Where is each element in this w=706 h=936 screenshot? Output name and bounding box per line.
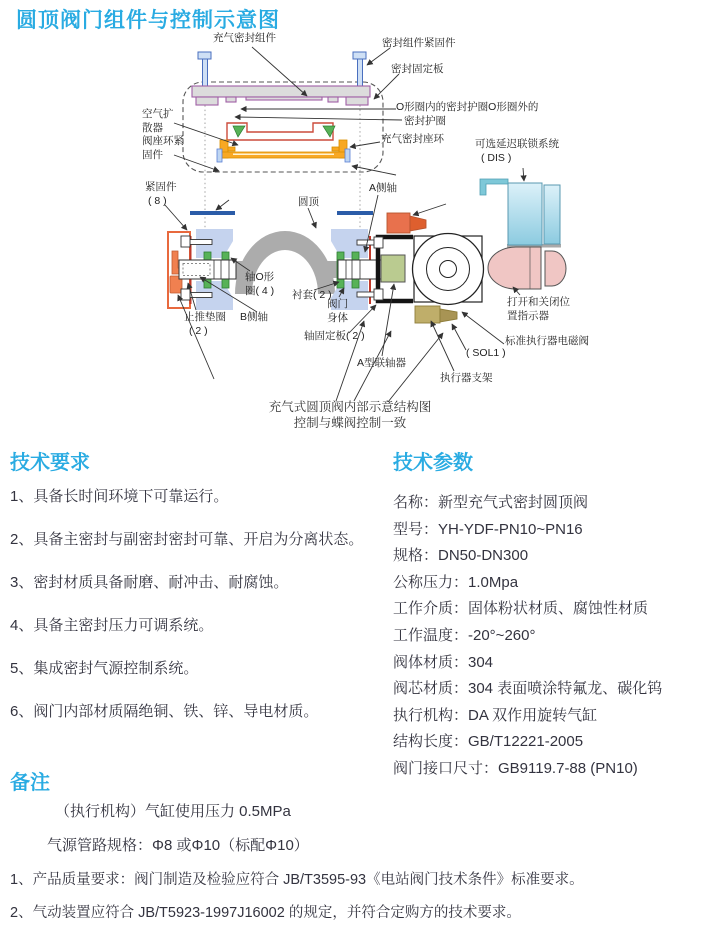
tech-requirement-item: 4、具备主密封压力可调系统。 [10,617,214,634]
label-fastener8-line1: 紧固件 [145,181,177,193]
label-thrust-washer [184,311,226,338]
label-shaft-fixing-plate: 轴固定板( 2 ) [304,330,365,342]
label-air-diffuser-line1: 空气扩 [142,108,174,120]
label-a-coupling: A型联轴器 [357,357,407,369]
dome-stub-right [322,261,339,278]
label-dis [475,138,559,165]
note-air-pipe-spec: 气源管路规格：Φ8 或Φ10（标配Φ10） [47,837,309,854]
position-indicator-body [488,247,541,289]
tech-requirement-item: 3、密封材质具备耐磨、耐冲击、耐腐蚀。 [10,574,289,591]
fastener-bar-right [337,211,373,215]
tech-requirements-heading: 技术要求 [10,452,90,474]
valve-diagram [0,0,706,445]
label-seat-ring-fastener-line2: 固件 [142,148,163,161]
valve-diagram-drawing [0,0,706,445]
label-valve-body-line2: 身体 [327,311,348,324]
label-actuator-bracket: 执行器支架 [440,372,493,384]
air-inlet-block [387,213,410,233]
tech-param-item: 公称压力：1.0Mpa [393,573,519,591]
label-thrust-washer-line2: ( 2 ) [189,324,208,337]
page-title: 圆顶阀门组件与控制示意图 [16,9,280,32]
label-air-diffuser [142,108,174,135]
dis-box-2 [544,185,560,244]
label-sol1: ( SOL1 ) [466,347,506,359]
solenoid-cone [440,309,457,322]
note-cylinder-pressure: （执行机构）气缸使用压力 0.5MPa [55,803,291,820]
label-valve-body [327,298,348,325]
label-position-indicator [507,296,570,323]
seal-fixing-plate-shape [192,86,370,105]
label-fastener8 [145,181,177,208]
label-fastener8-line2: ( 8 ) [148,194,167,207]
label-oring-guard [396,101,538,128]
a-shaft-shape [338,260,382,279]
fastener-bar-left [190,211,235,215]
actuator-shaft-center [440,261,457,278]
tech-param-item: 规格：DN50-DN300 [393,547,529,565]
label-shaft-oring-line2: 圈( 4 ) [245,284,275,297]
tech-param-item: 工作温度：-20°~260° [393,626,536,644]
label-a-shaft: A侧轴 [369,182,398,194]
label-solenoid: 标准执行器电磁阀 [505,335,589,347]
oring-leader-lines [235,109,402,120]
label-shaft-oring [245,271,274,298]
coupling-shape [381,255,405,282]
label-inflatable-seat-ring: 充气密封座环 [381,133,444,145]
label-shaft-oring-line1: 轴O形 [245,271,275,283]
label-seal-fixing-plate: 密封固定板 [391,63,444,75]
label-dome: 圆顶 [298,196,319,208]
label-seat-ring-fastener-line1: 阀座环紧 [142,135,184,147]
air-inlet-cone [410,216,426,231]
tech-requirements-list [10,487,392,721]
dis-box-1 [508,183,542,245]
label-seal-assembly-fastener: 密封组件紧固件 [382,37,456,49]
tech-param-item: 阀芯材质：304 表面喷涂特氟龙、碳化钨 [393,680,663,698]
b-shaft-shape [179,260,236,279]
tech-param-item: 名称：新型充气式密封圆顶阀 [393,494,589,511]
label-oring-guard-line1: O形圈内的密封护圈O形圈外的 [396,101,539,113]
tech-requirement-item: 6、阀门内部材质隔绝铜、铁、锌、导电材质。 [10,703,319,720]
notes-heading: 备注 [10,772,50,794]
label-seat-ring-fastener [142,135,184,162]
label-bushing: 衬套( 2 ) [292,289,332,301]
label-valve-body-line1: 阀门 [327,298,348,310]
label-position-indicator-line1: 打开和关闭位 [507,296,570,308]
tech-param-item: 工作介质：固体粉状材质、腐蚀性材质 [393,600,649,618]
seat-clip-right [345,149,350,162]
label-oring-guard-line2: 密封护圈 [404,114,446,127]
solenoid-block [415,306,440,323]
label-dis-line2: ( DIS ) [481,151,512,164]
label-b-shaft: B侧轴 [240,311,269,323]
tech-params-heading: 技术参数 [393,452,473,474]
label-thrust-washer-line1: 止推垫圈 [184,311,226,323]
seat-clip-left [217,149,222,162]
note-item: 1、产品质量要求：阀门制造及检验应符合 JB/T3595-93《电站阀门技术条件》标准要求。 [10,872,584,888]
diagram-caption-line1: 充气式圆顶阀内部示意结构图 [268,400,432,414]
diagram-caption-line2: 控制与蝶阀控制一致 [293,416,407,430]
label-seal-assembly: 充气密封组件 [213,32,276,44]
label-dis-line1: 可选延迟联锁系统 [475,138,559,150]
inflatable-seat-shape [227,123,333,140]
seal-assembly-detail [183,52,402,172]
tech-requirements-section [10,450,392,745]
tech-param-item: 结构长度：GB/T12221-2005 [393,733,584,751]
diagram-caption [240,399,460,431]
position-indicator-cap [545,251,566,286]
tech-requirement-item: 1、具备长时间环境下可靠运行。 [10,488,229,505]
tech-requirement-item: 5、集成密封气源控制系统。 [10,660,199,677]
label-air-diffuser-line2: 散器 [142,121,163,134]
label-position-indicator-line2: 置指示器 [507,309,549,322]
dis-bracket [480,179,508,195]
tech-param-item: 阀体材质：304 [393,653,494,671]
tech-requirement-item: 2、具备主密封与副密封密封可靠、开启为分离状态。 [10,531,364,548]
seat-ring-shape [220,140,347,158]
tech-params-section [393,450,705,783]
tech-params-list [393,490,705,783]
note-item: 2、气动装置应符合 JB/T5923-1997J16002 的规定，并符合定购方的技术要求。 [10,905,521,921]
tech-param-item: 型号：YH-YDF-PN10~PN16 [393,520,583,538]
tech-param-item: 执行机构：DA 双作用旋转气缸 [393,706,598,724]
tech-param-item: 阀门接口尺寸：GB9119.7-88 (PN10) [393,759,638,777]
